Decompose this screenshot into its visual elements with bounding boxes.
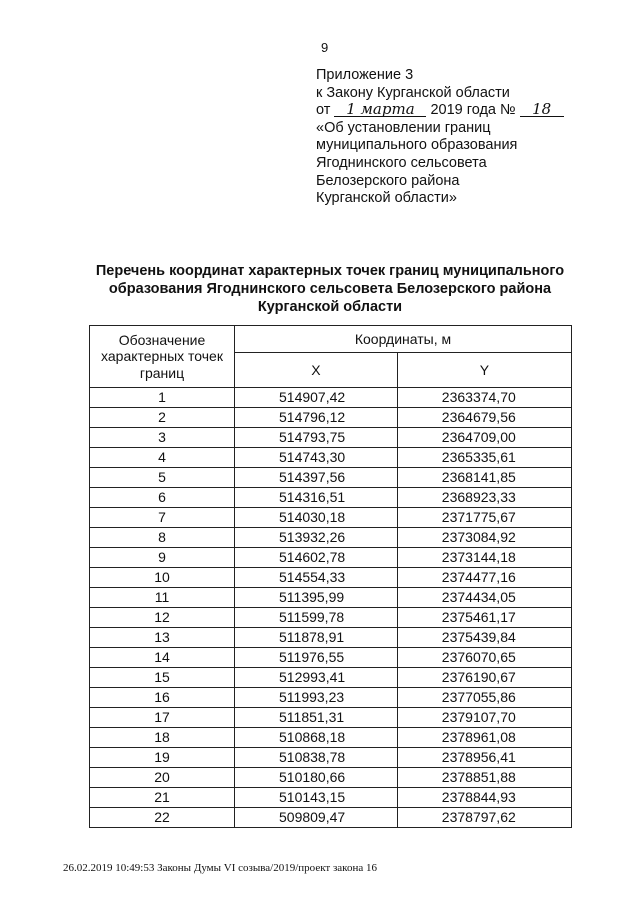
- appendix-line: муниципального образования: [316, 137, 518, 154]
- x-cell: 514397,56: [235, 468, 398, 488]
- y-cell: 2371775,67: [397, 508, 571, 528]
- appendix-line: Курганской области»: [316, 190, 457, 207]
- table-row: [90, 508, 572, 528]
- x-cell: 511599,78: [235, 608, 398, 628]
- y-cell: 2378956,41: [397, 748, 571, 768]
- point-cell: 10: [90, 568, 235, 588]
- y-cell: 2376070,65: [397, 648, 571, 668]
- header-designation: Обозначение характерных точек границ: [90, 326, 235, 388]
- x-cell: 512993,41: [235, 668, 398, 688]
- title-line: Перечень координат характерных точек границ муниципального: [95, 263, 565, 279]
- y-cell: 2375439,84: [397, 628, 571, 648]
- handwritten-law-number: 18: [520, 102, 564, 117]
- table-row: [90, 728, 572, 748]
- x-cell: 514316,51: [235, 488, 398, 508]
- x-cell: 511976,55: [235, 648, 398, 668]
- x-cell: 511878,91: [235, 628, 398, 648]
- point-cell: 8: [90, 528, 235, 548]
- point-cell: 2: [90, 408, 235, 428]
- point-cell: 3: [90, 428, 235, 448]
- point-cell: 16: [90, 688, 235, 708]
- y-cell: 2364679,56: [397, 408, 571, 428]
- header-y: Y: [397, 353, 571, 388]
- document-title: [70, 262, 590, 316]
- header-x: X: [235, 353, 398, 388]
- table-row: [90, 588, 572, 608]
- y-cell: 2363374,70: [397, 388, 571, 408]
- table-row: [90, 688, 572, 708]
- y-cell: 2365335,61: [397, 448, 571, 468]
- y-cell: 2368923,33: [397, 488, 571, 508]
- point-cell: 22: [90, 808, 235, 828]
- table-row: [90, 468, 572, 488]
- point-cell: 18: [90, 728, 235, 748]
- x-cell: 510180,66: [235, 768, 398, 788]
- y-cell: 2377055,86: [397, 688, 571, 708]
- appendix-line: к Закону Курганской области: [316, 84, 510, 101]
- title-line: образования Ягоднинского сельсовета Белозерского района: [108, 281, 552, 297]
- table-row: [90, 608, 572, 628]
- point-cell: 1: [90, 388, 235, 408]
- appendix-date-line: [316, 102, 564, 120]
- table-row: [90, 668, 572, 688]
- point-cell: 13: [90, 628, 235, 648]
- appendix-line: «Об установлении границ: [316, 119, 491, 136]
- table-row: [90, 748, 572, 768]
- y-cell: 2375461,17: [397, 608, 571, 628]
- y-cell: 2374477,16: [397, 568, 571, 588]
- table-row: [90, 548, 572, 568]
- y-cell: 2378844,93: [397, 788, 571, 808]
- x-cell: 514743,30: [235, 448, 398, 468]
- y-cell: 2368141,85: [397, 468, 571, 488]
- x-cell: 513932,26: [235, 528, 398, 548]
- table-row: [90, 448, 572, 468]
- y-cell: 2374434,05: [397, 588, 571, 608]
- x-cell: 511993,23: [235, 688, 398, 708]
- appendix-block: [316, 67, 564, 208]
- x-cell: 514554,33: [235, 568, 398, 588]
- coordinates-table: [89, 325, 572, 828]
- table-row: [90, 788, 572, 808]
- table-body: [90, 388, 572, 828]
- x-cell: 514796,12: [235, 408, 398, 428]
- point-cell: 15: [90, 668, 235, 688]
- x-cell: 514030,18: [235, 508, 398, 528]
- table-row: [90, 808, 572, 828]
- x-cell: 510838,78: [235, 748, 398, 768]
- x-cell: 514793,75: [235, 428, 398, 448]
- footer-file-path: 26.02.2019 10:49:53 Законы Думы VI созыва/2019/проект закона 16: [63, 862, 377, 874]
- table-row: [90, 708, 572, 728]
- table-row: [90, 408, 572, 428]
- point-cell: 12: [90, 608, 235, 628]
- appendix-line: Приложение 3: [316, 67, 414, 83]
- x-cell: 511395,99: [235, 588, 398, 608]
- table-row: [90, 428, 572, 448]
- y-cell: 2373084,92: [397, 528, 571, 548]
- y-cell: 2378797,62: [397, 808, 571, 828]
- y-cell: 2373144,18: [397, 548, 571, 568]
- point-cell: 14: [90, 648, 235, 668]
- handwritten-date: 1 марта: [334, 102, 426, 117]
- point-cell: 11: [90, 588, 235, 608]
- y-cell: 2378851,88: [397, 768, 571, 788]
- appendix-line: Ягоднинского сельсовета: [316, 154, 487, 171]
- table-row: [90, 628, 572, 648]
- appendix-line: Белозерского района: [316, 172, 460, 189]
- point-cell: 21: [90, 788, 235, 808]
- y-cell: 2364709,00: [397, 428, 571, 448]
- table-row: [90, 488, 572, 508]
- x-cell: 514907,42: [235, 388, 398, 408]
- table-row: [90, 768, 572, 788]
- point-cell: 5: [90, 468, 235, 488]
- title-line: Курганской области: [257, 299, 403, 315]
- point-cell: 4: [90, 448, 235, 468]
- x-cell: 510143,15: [235, 788, 398, 808]
- x-cell: 509809,47: [235, 808, 398, 828]
- x-cell: 514602,78: [235, 548, 398, 568]
- header-coordinates: Координаты, м: [235, 326, 572, 353]
- table-row: [90, 568, 572, 588]
- point-cell: 19: [90, 748, 235, 768]
- point-cell: 7: [90, 508, 235, 528]
- point-cell: 6: [90, 488, 235, 508]
- page-number: 9: [321, 40, 329, 55]
- point-cell: 17: [90, 708, 235, 728]
- point-cell: 20: [90, 768, 235, 788]
- table-row: [90, 528, 572, 548]
- x-cell: 510868,18: [235, 728, 398, 748]
- table-row: [90, 648, 572, 668]
- y-cell: 2378961,08: [397, 728, 571, 748]
- x-cell: 511851,31: [235, 708, 398, 728]
- table-row: [90, 388, 572, 408]
- y-cell: 2376190,67: [397, 668, 571, 688]
- date-prefix: от: [316, 102, 331, 119]
- y-cell: 2379107,70: [397, 708, 571, 728]
- date-year: 2019 года №: [430, 102, 516, 119]
- point-cell: 9: [90, 548, 235, 568]
